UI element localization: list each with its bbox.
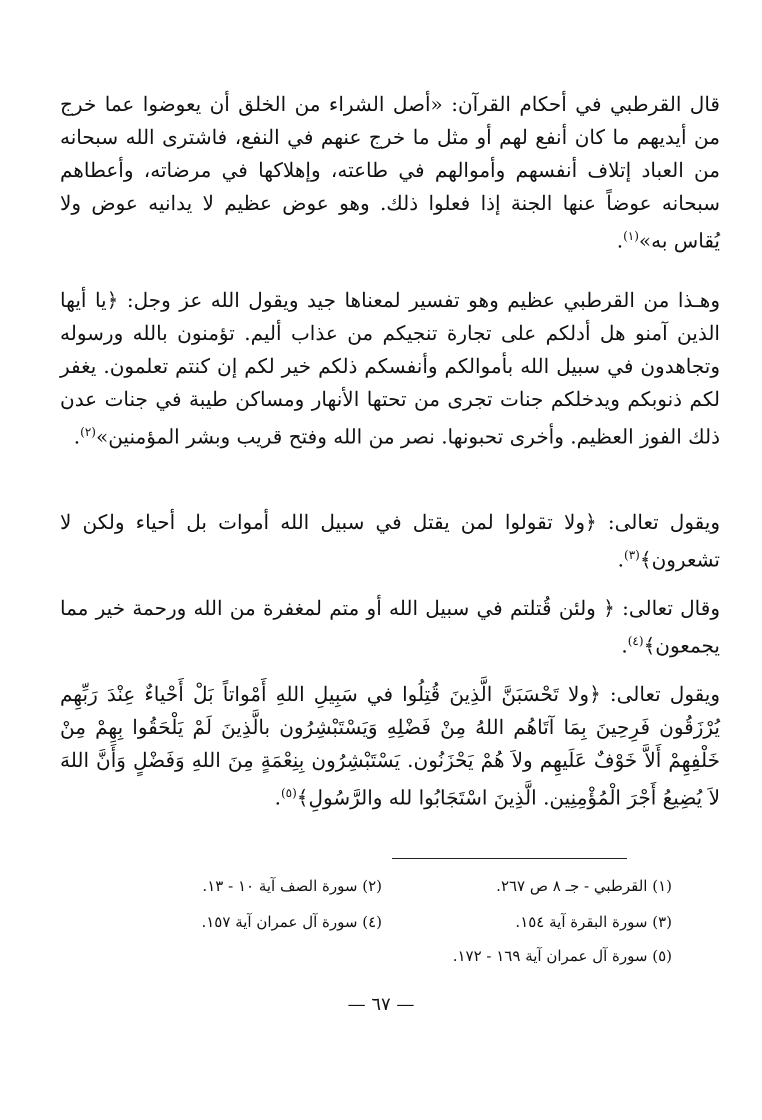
page-number: — ٦٧ — [347,994,415,1015]
paragraph-saff-verse [60,284,720,454]
paragraph-text: وقال تعالى: ﴿ ولئن قُتلتم في سبيل الله أو متم لمغفرة من الله ورحمة خير مما يجمعون﴾ [60,596,720,658]
paragraph-baqara-verse [60,506,720,577]
footnote-3: (٣) سورة البقرة آية ١٥٤. [515,913,672,931]
paragraph-end: . [73,424,81,449]
paragraph-imran-169-verse [60,678,720,815]
paragraph-end: . [621,633,628,658]
footnote-ref: (٥) [280,786,297,800]
footnote-1: (١) القرطبي - جـ ٨ ص ٢٦٧. [496,877,672,895]
paragraph-text: ويقول تعالى: ﴿ولا تَحْسَبَنَّ الَّذِينَ قُتِلُوا في سَبِيلِ اللهِ أَمْواتاً بَلْ أَحْياءٌ عِنْدَ رَبِّهِم يُرْزَقُون فَرِحِينَ بِمَا آتَاهُم اللهُ مِنْ فَضْلِهِ وَيَسْتَبْشِرُون بالَّذِينَ لَمْ يَلْحَقُوا بِهِمْ مِنْ خَلْفِهِمْ أَلاَّ خَوْفٌ عَلَيهِم ولاَ هُمْ يَحْزَنُون. يَسْتَبْشِرُون بِنِعْمَةٍ مِنَ اللهِ وَفَضْلٍ وَأَنَّ اللهَ لاَ يُضِيعُ أَجْرَ الْمُؤْمِنِين. الَّذِينَ اسْتَجَابُوا لله والرَّسُولِ﴾ [60,682,720,810]
footnote-ref: (٤) [627,634,644,648]
footnote-ref: (٢) [80,425,96,439]
paragraph-text: قال القرطبي في أحكام القرآن: «أصل الشراء من الخلق أن يعوضوا عما خرج من أيديهم ما كان أنفع لهم أو مثل ما خرج عنهم في النفع، فاشترى الله سبحانه من العباد إتلاف أنفسهم وأموالهم في طاعته، وإهلاكها في مرضاته، وأعطاهم سبحانه عوضاً عنها الجنة إذا فعلوا ذلك. وهو عوض عظيم لا يدانيه عوض ولا يُقاس به» [60,92,720,253]
footnote-ref: (١) [623,229,639,243]
footnote-5: (٥) سورة آل عمران آية ١٦٩ - ١٧٢. [452,947,672,965]
paragraph-end: . [617,547,625,572]
paragraph-text: ويقول تعالى: ﴿ولا تقولوا لمن يقتل في سبيل الله أموات بل أحياء ولكن لا تشعرون﴾ [60,510,720,572]
footnote-divider [392,858,627,859]
paragraph-text: وهـذا من القرطبي عظيم وهو تفسير لمعناها جيد ويقول الله عز وجل: ﴿يا أيها الذين آمنو هل أدلكم على تجارة تنجيكم من عذاب أليم. تؤمنون بالله ورسوله وتجاهدون في سبيل الله بأموالكم وأنفسكم ذلكم خير لكم إن كنتم تعلمون. يغفر لكم ذنوبكم ويدخلكم جنات تجرى من تحتها الأنهار ومساكن طيبة في جنات عدن ذلك الفوز العظيم. وأخرى تحبونها. نصر من الله وفتح قريب وبشر المؤمنين» [60,288,720,449]
footnote-2: (٢) سورة الصف آية ١٠ - ١٣. [202,877,382,895]
paragraph-qurtubi-quote [60,88,720,258]
footnote-4: (٤) سورة آل عمران آية ١٥٧. [201,913,382,931]
paragraph-end: . [616,228,624,253]
footnote-ref: (٣) [624,548,640,562]
paragraph-end: . [274,785,281,810]
paragraph-imran-157-verse [60,592,720,663]
